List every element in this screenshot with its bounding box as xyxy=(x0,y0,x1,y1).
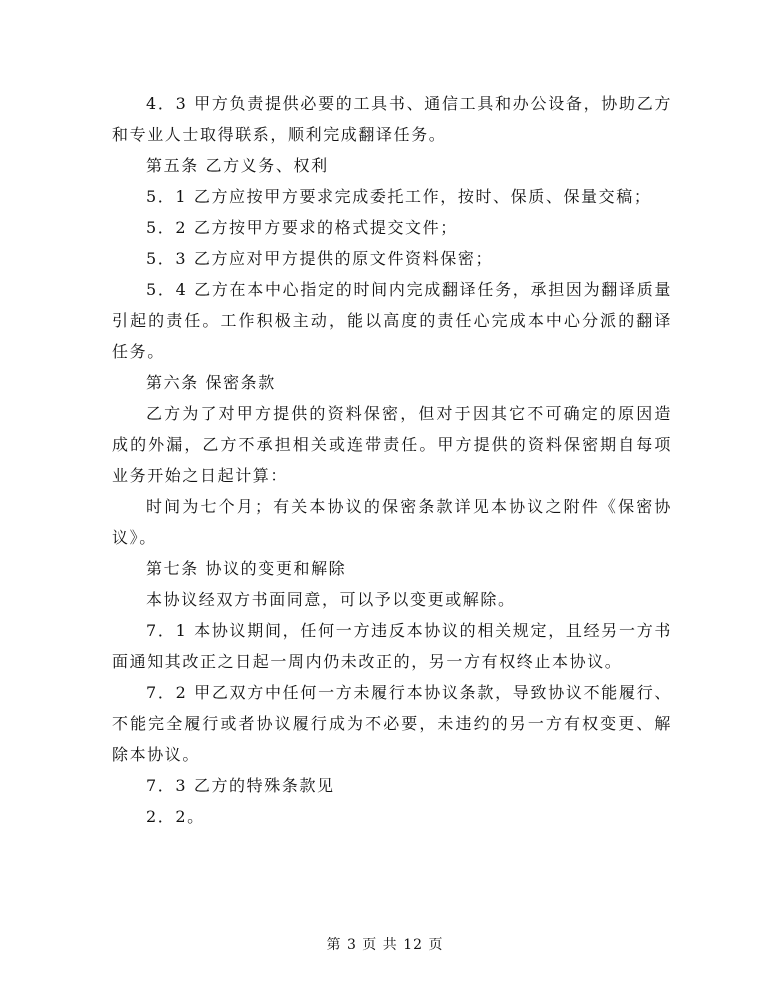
article-7-intro: 本协议经双方书面同意，可以予以变更或解除。 xyxy=(146,590,516,609)
clause-5-4: 5．4 乙方在本中心指定的时间内完成翻译任务，承担因为翻译质量引起的责任。工作积极主动，能以高度的责任心完成本中心分派的翻译任务。 xyxy=(112,280,672,361)
clause-5-3: 5．3 乙方应对甲方提供的原文件资料保密； xyxy=(146,249,494,268)
article-5-heading: 第五条 乙方义务、权利 xyxy=(146,156,329,175)
confidentiality-paragraph: 乙方为了对甲方提供的资料保密，但对于因其它不可确定的原因造成的外漏，乙方不承担相关或连带责任。甲方提供的资料保密期自每项业务开始之日起计算： xyxy=(112,404,672,485)
clause-7-3: 7．3 乙方的特殊条款见 xyxy=(146,776,335,795)
document-body xyxy=(112,88,672,832)
clause-7-2: 7．2 甲乙双方中任何一方未履行本协议条款，导致协议不能履行、不能完全履行或者协议履行成为不必要，未违约的另一方有权变更、解除本协议。 xyxy=(112,683,672,764)
clause-4-3: 4．3 甲方负责提供必要的工具书、通信工具和办公设备，协助乙方和专业人士取得联系，顺利完成翻译任务。 xyxy=(112,94,672,144)
clause-2-2-ref: 2．2。 xyxy=(146,807,205,826)
page-number-footer: 第 3 页 共 12 页 xyxy=(326,937,444,953)
article-6-heading: 第六条 保密条款 xyxy=(146,373,276,392)
clause-7-1: 7．1 本协议期间，任何一方违反本协议的相关规定，且经另一方书面通知其改正之日起一周内仍未改正的，另一方有权终止本协议。 xyxy=(112,621,672,671)
clause-5-2: 5．2 乙方按甲方要求的格式提交文件； xyxy=(146,218,458,237)
article-7-heading: 第七条 协议的变更和解除 xyxy=(146,559,347,578)
clause-5-1: 5．1 乙方应按甲方要求完成委托工作，按时、保质、保量交稿； xyxy=(146,187,652,206)
confidentiality-period: 时间为七个月；有关本协议的保密条款详见本协议之附件《保密协议》。 xyxy=(112,497,672,547)
